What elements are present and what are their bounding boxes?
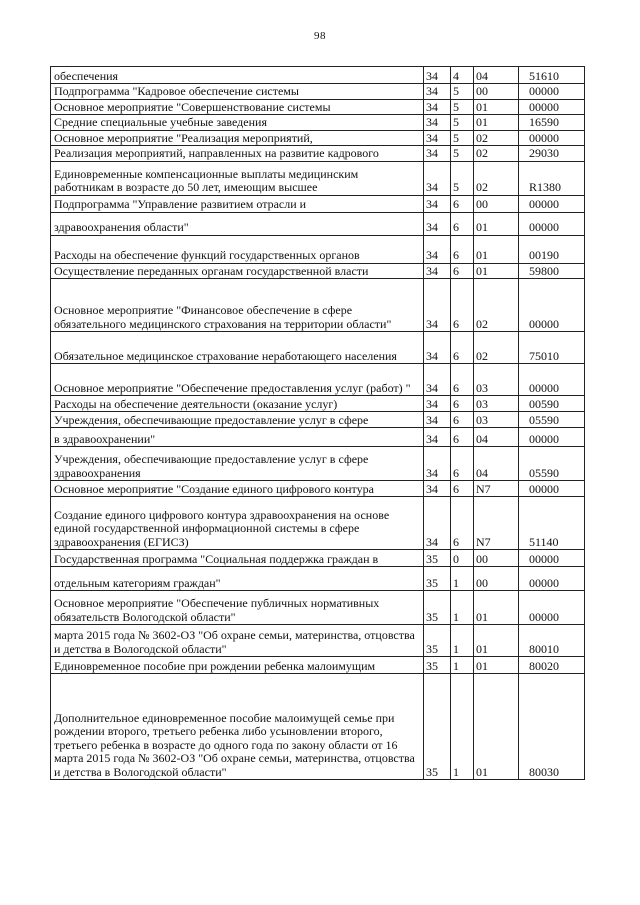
code-subprogram: 1 (451, 674, 474, 780)
code-subprogram: 5 (451, 161, 474, 195)
item-name: обеспечения (51, 67, 424, 84)
code-program: 35 (424, 657, 451, 674)
item-name: Основное мероприятие "Финансовое обеспечение в сфере обязательного медицинского страхования на территории области" (51, 279, 424, 332)
code-direction: 80020 (519, 657, 585, 674)
item-name: Основное мероприятие "Совершенствование системы (51, 99, 424, 115)
code-subprogram: 5 (451, 146, 474, 162)
code-activity: 01 (474, 235, 519, 263)
table-row (51, 212, 585, 235)
code-program: 35 (424, 567, 451, 591)
code-direction: 51610 (519, 67, 585, 84)
item-name: Единовременные компенсационные выплаты медицинским работникам в возрасте до 50 лет, имеющим высшее (51, 161, 424, 195)
code-activity: 00 (474, 84, 519, 100)
code-activity: 04 (474, 67, 519, 84)
code-direction: R1380 (519, 161, 585, 195)
code-direction: 00000 (519, 567, 585, 591)
budget-classification-table (50, 66, 585, 780)
code-subprogram: 6 (451, 212, 474, 235)
item-name: здравоохранения области" (51, 212, 424, 235)
item-name: Создание единого цифрового контура здравоохранения на основе единой государственной информационной системы в сфере здравоохранения (ЕГИСЗ) (51, 497, 424, 550)
code-activity: 03 (474, 364, 519, 396)
item-name: Реализация мероприятий, направленных на развитие кадрового (51, 146, 424, 162)
code-activity: 01 (474, 263, 519, 279)
code-activity: 02 (474, 161, 519, 195)
page-number: 98 (314, 30, 326, 42)
code-subprogram: 6 (451, 412, 474, 428)
code-program: 34 (424, 146, 451, 162)
code-subprogram: 6 (451, 447, 474, 481)
item-name: Средние специальные учебные заведения (51, 115, 424, 131)
item-name: Основное мероприятие "Обеспечение публичных нормативных обязательств Вологодской области" (51, 591, 424, 625)
code-program: 34 (424, 84, 451, 100)
code-direction: 80030 (519, 674, 585, 780)
table-row (51, 364, 585, 396)
code-direction: 05590 (519, 447, 585, 481)
code-activity: N7 (474, 481, 519, 497)
item-name: Расходы на обеспечение деятельности (оказание услуг) (51, 396, 424, 412)
code-direction: 00000 (519, 279, 585, 332)
table-body (51, 67, 585, 780)
code-direction: 00190 (519, 235, 585, 263)
table-row (51, 396, 585, 412)
code-subprogram: 1 (451, 657, 474, 674)
item-name: Учреждения, обеспечивающие предоставление услуг в сфере (51, 412, 424, 428)
code-activity: 01 (474, 212, 519, 235)
code-activity: 04 (474, 447, 519, 481)
item-name: Основное мероприятие "Обеспечение предоставления услуг (работ) " (51, 364, 424, 396)
code-subprogram: 6 (451, 497, 474, 550)
table-row (51, 674, 585, 780)
table-row (51, 567, 585, 591)
item-name: Государственная программа "Социальная поддержка граждан в (51, 550, 424, 567)
item-name: в здравоохранении" (51, 428, 424, 447)
code-direction: 00590 (519, 396, 585, 412)
code-subprogram: 1 (451, 625, 474, 657)
code-activity: 00 (474, 550, 519, 567)
item-name: Осуществление переданных органам государственной власти (51, 263, 424, 279)
code-subprogram: 1 (451, 591, 474, 625)
table-row (51, 161, 585, 195)
code-program: 34 (424, 364, 451, 396)
code-activity: 02 (474, 279, 519, 332)
code-direction: 00000 (519, 212, 585, 235)
code-program: 34 (424, 195, 451, 212)
code-direction: 29030 (519, 146, 585, 162)
table-row (51, 428, 585, 447)
code-program: 35 (424, 674, 451, 780)
code-subprogram: 6 (451, 364, 474, 396)
code-program: 35 (424, 550, 451, 567)
code-activity: 01 (474, 99, 519, 115)
table-row (51, 332, 585, 364)
code-program: 34 (424, 235, 451, 263)
code-subprogram: 5 (451, 99, 474, 115)
code-direction: 05590 (519, 412, 585, 428)
code-subprogram: 6 (451, 279, 474, 332)
code-program: 34 (424, 67, 451, 84)
item-name: Единовременное пособие при рождении ребенка малоимущим (51, 657, 424, 674)
item-name: Основное мероприятие "Создание единого цифрового контура (51, 481, 424, 497)
code-subprogram: 1 (451, 567, 474, 591)
table-row (51, 412, 585, 428)
item-name: Дополнительное единовременное пособие малоимущей семье при рождении второго, третьего ребенка либо усыновлении второго, третьего ребенка в возрасте до одного года по закону области от 16 марта 2015 года № 3602-ОЗ "Об охране семьи, материнства, отцовства и детства в Вологодской области" (51, 674, 424, 780)
code-program: 34 (424, 396, 451, 412)
code-direction: 00000 (519, 591, 585, 625)
code-direction: 75010 (519, 332, 585, 364)
code-program: 34 (424, 279, 451, 332)
code-subprogram: 6 (451, 263, 474, 279)
code-activity: 01 (474, 674, 519, 780)
table-row (51, 481, 585, 497)
table-row (51, 146, 585, 162)
code-direction: 00000 (519, 481, 585, 497)
code-activity: 01 (474, 115, 519, 131)
code-program: 34 (424, 412, 451, 428)
table-row (51, 67, 585, 84)
code-activity: 00 (474, 567, 519, 591)
item-name: Основное мероприятие "Реализация мероприятий, (51, 130, 424, 146)
code-subprogram: 6 (451, 332, 474, 364)
code-program: 35 (424, 591, 451, 625)
code-subprogram: 6 (451, 396, 474, 412)
code-subprogram: 0 (451, 550, 474, 567)
code-activity: 02 (474, 332, 519, 364)
code-activity: N7 (474, 497, 519, 550)
table-row (51, 84, 585, 100)
code-program: 34 (424, 212, 451, 235)
table-row (51, 130, 585, 146)
code-program: 34 (424, 447, 451, 481)
code-activity: 00 (474, 195, 519, 212)
table-row (51, 235, 585, 263)
item-name: Учреждения, обеспечивающие предоставление услуг в сфере здравоохранения (51, 447, 424, 481)
item-name: марта 2015 года № 3602-ОЗ "Об охране семьи, материнства, отцовства и детства в Вологодской области" (51, 625, 424, 657)
table-row (51, 279, 585, 332)
code-subprogram: 4 (451, 67, 474, 84)
item-name: Подпрограмма "Кадровое обеспечение системы (51, 84, 424, 100)
code-direction: 00000 (519, 364, 585, 396)
item-name: Обязательное медицинское страхование неработающего населения (51, 332, 424, 364)
table-row (51, 657, 585, 674)
table-row (51, 591, 585, 625)
code-program: 34 (424, 115, 451, 131)
code-direction: 16590 (519, 115, 585, 131)
code-direction: 00000 (519, 84, 585, 100)
table-row (51, 263, 585, 279)
code-direction: 00000 (519, 99, 585, 115)
code-direction: 59800 (519, 263, 585, 279)
table-row (51, 115, 585, 131)
code-program: 34 (424, 428, 451, 447)
code-direction: 51140 (519, 497, 585, 550)
code-activity: 03 (474, 396, 519, 412)
code-program: 34 (424, 497, 451, 550)
code-activity: 01 (474, 625, 519, 657)
code-program: 34 (424, 130, 451, 146)
code-direction: 80010 (519, 625, 585, 657)
table-row (51, 99, 585, 115)
code-subprogram: 6 (451, 235, 474, 263)
code-subprogram: 6 (451, 428, 474, 447)
code-direction: 00000 (519, 428, 585, 447)
code-activity: 01 (474, 657, 519, 674)
code-activity: 02 (474, 146, 519, 162)
table-row (51, 625, 585, 657)
table-row (51, 195, 585, 212)
code-subprogram: 5 (451, 84, 474, 100)
code-subprogram: 5 (451, 130, 474, 146)
code-activity: 01 (474, 591, 519, 625)
table-row (51, 447, 585, 481)
item-name: отдельным категориям граждан" (51, 567, 424, 591)
table-row (51, 497, 585, 550)
code-subprogram: 5 (451, 115, 474, 131)
code-direction: 00000 (519, 550, 585, 567)
table-row (51, 550, 585, 567)
code-program: 35 (424, 625, 451, 657)
code-direction: 00000 (519, 130, 585, 146)
code-activity: 04 (474, 428, 519, 447)
code-program: 34 (424, 99, 451, 115)
code-program: 34 (424, 161, 451, 195)
code-program: 34 (424, 481, 451, 497)
item-name: Расходы на обеспечение функций государственных органов (51, 235, 424, 263)
code-activity: 03 (474, 412, 519, 428)
code-activity: 02 (474, 130, 519, 146)
item-name: Подпрограмма "Управление развитием отрасли и (51, 195, 424, 212)
code-program: 34 (424, 332, 451, 364)
code-subprogram: 6 (451, 481, 474, 497)
code-subprogram: 6 (451, 195, 474, 212)
code-direction: 00000 (519, 195, 585, 212)
code-program: 34 (424, 263, 451, 279)
